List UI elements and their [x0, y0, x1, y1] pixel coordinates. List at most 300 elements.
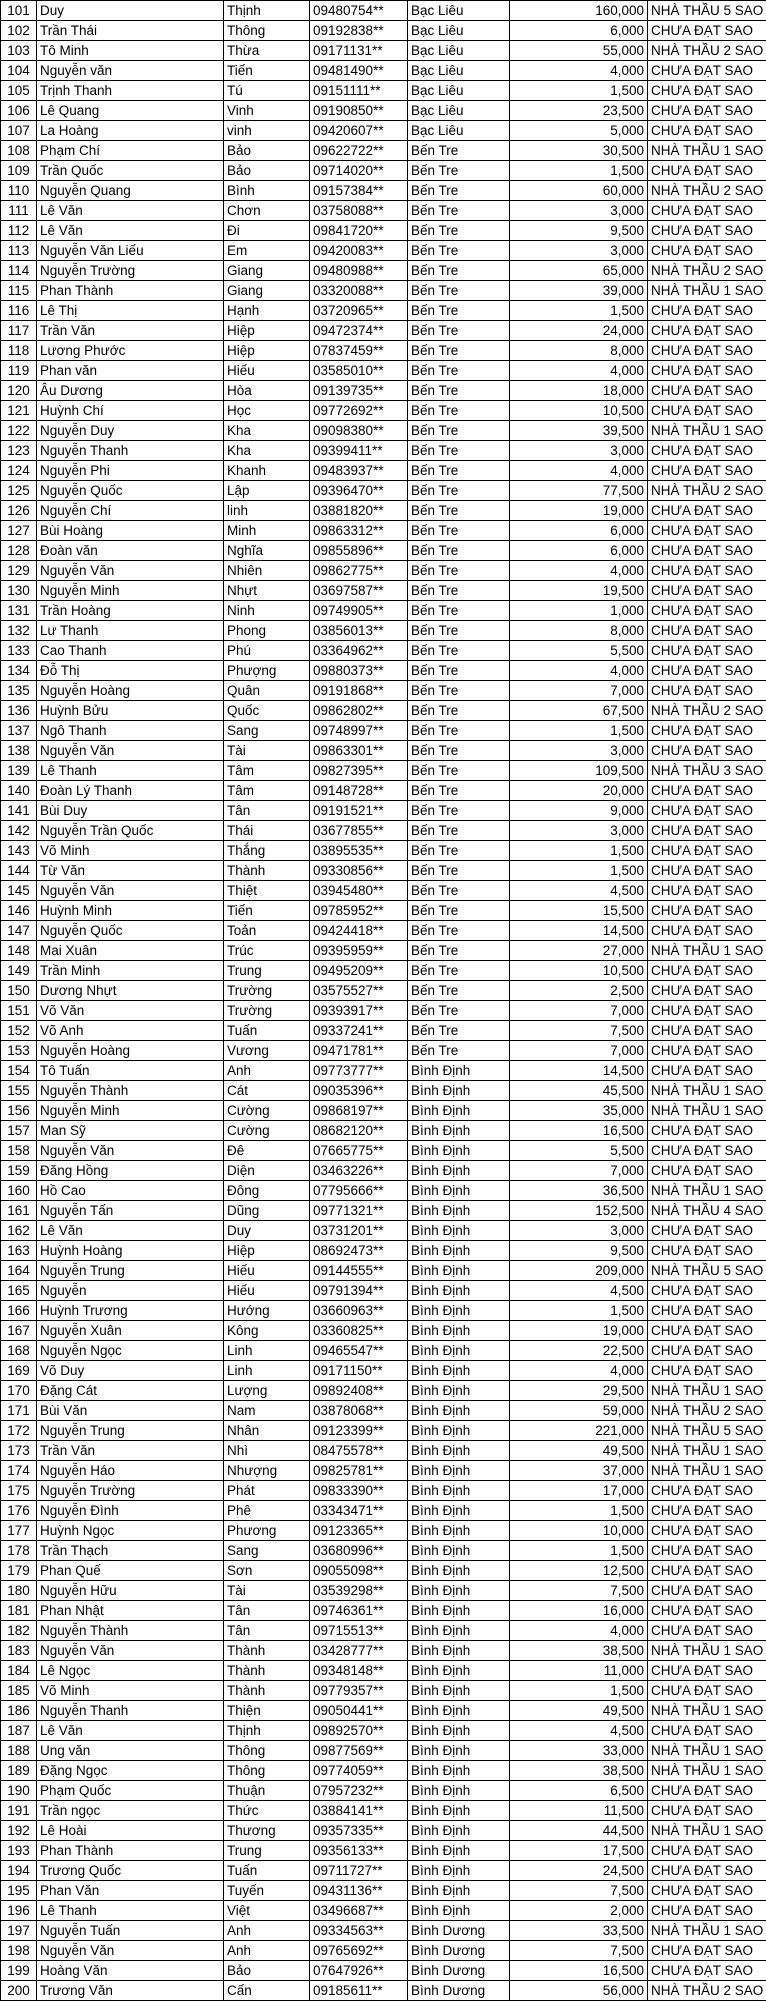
table-row	[1, 1881, 766, 1901]
given-name-cell: Nghĩa	[224, 541, 310, 561]
province-cell: Bạc Liêu	[408, 81, 510, 101]
phone-cell: 03677855**	[310, 821, 408, 841]
row-number: 188	[1, 1741, 37, 1761]
points-cell: 160,000	[510, 1, 648, 21]
row-number: 130	[1, 581, 37, 601]
province-cell: Bến Tre	[408, 521, 510, 541]
given-name-cell: Hiếu	[224, 361, 310, 381]
table-row	[1, 381, 766, 401]
given-name-cell: Cường	[224, 1121, 310, 1141]
table-row	[1, 881, 766, 901]
surname-cell: Huỳnh Trương	[37, 1301, 224, 1321]
row-number: 145	[1, 881, 37, 901]
table-row	[1, 801, 766, 821]
row-number: 115	[1, 281, 37, 301]
phone-cell: 09765692**	[310, 1941, 408, 1961]
rank-cell: CHƯA ĐẠT SAO	[648, 601, 766, 621]
given-name-cell: Hiệp	[224, 321, 310, 341]
row-number: 151	[1, 1001, 37, 1021]
points-cell: 38,500	[510, 1761, 648, 1781]
phone-cell: 09148728**	[310, 781, 408, 801]
surname-cell: Bùi Duy	[37, 801, 224, 821]
province-cell: Bạc Liêu	[408, 41, 510, 61]
surname-cell: Bùi Hoàng	[37, 521, 224, 541]
given-name-cell: Thịnh	[224, 1, 310, 21]
row-number: 191	[1, 1801, 37, 1821]
province-cell: Bến Tre	[408, 461, 510, 481]
phone-cell: 09192838**	[310, 21, 408, 41]
surname-cell: Trịnh Thanh	[37, 81, 224, 101]
rank-cell: NHÀ THẦU 2 SAO	[648, 261, 766, 281]
points-cell: 11,000	[510, 1661, 648, 1681]
province-cell: Bạc Liêu	[408, 1, 510, 21]
row-number: 148	[1, 941, 37, 961]
phone-cell: 09495209**	[310, 961, 408, 981]
rank-cell: CHƯA ĐẠT SAO	[648, 1561, 766, 1581]
rank-cell: NHÀ THẦU 1 SAO	[648, 1081, 766, 1101]
points-cell: 49,500	[510, 1701, 648, 1721]
province-cell: Bình Định	[408, 1601, 510, 1621]
phone-cell: 09714020**	[310, 161, 408, 181]
surname-cell: Duy	[37, 1, 224, 21]
province-cell: Bình Định	[408, 1641, 510, 1661]
given-name-cell: Chơn	[224, 201, 310, 221]
province-cell: Bến Tre	[408, 241, 510, 261]
rank-cell: NHÀ THẦU 1 SAO	[648, 141, 766, 161]
row-number: 159	[1, 1161, 37, 1181]
phone-cell: 09337241**	[310, 1021, 408, 1041]
province-cell: Bình Định	[408, 1621, 510, 1641]
points-cell: 17,500	[510, 1841, 648, 1861]
table-row	[1, 761, 766, 781]
row-number: 101	[1, 1, 37, 21]
phone-cell: 09139735**	[310, 381, 408, 401]
phone-cell: 09483937**	[310, 461, 408, 481]
surname-cell: Man Sỹ	[37, 1121, 224, 1141]
table-row	[1, 961, 766, 981]
phone-cell: 09771321**	[310, 1201, 408, 1221]
province-cell: Bình Định	[408, 1861, 510, 1881]
points-cell: 6,000	[510, 521, 648, 541]
rank-cell: NHÀ THẦU 1 SAO	[648, 1381, 766, 1401]
table-row	[1, 1601, 766, 1621]
row-number: 181	[1, 1601, 37, 1621]
given-name-cell: Giang	[224, 261, 310, 281]
surname-cell: Phan Nhật	[37, 1601, 224, 1621]
row-number: 185	[1, 1681, 37, 1701]
row-number: 152	[1, 1021, 37, 1041]
rank-cell: CHƯA ĐẠT SAO	[648, 881, 766, 901]
row-number: 104	[1, 61, 37, 81]
row-number: 186	[1, 1701, 37, 1721]
surname-cell: Nguyễn Chí	[37, 501, 224, 521]
given-name-cell: Lập	[224, 481, 310, 501]
phone-cell: 03585010**	[310, 361, 408, 381]
given-name-cell: Nhượng	[224, 1461, 310, 1481]
row-number: 158	[1, 1141, 37, 1161]
rank-cell: CHƯA ĐẠT SAO	[648, 741, 766, 761]
row-number: 172	[1, 1421, 37, 1441]
given-name-cell: Quân	[224, 681, 310, 701]
points-cell: 4,000	[510, 661, 648, 681]
province-cell: Bến Tre	[408, 761, 510, 781]
points-cell: 3,000	[510, 1221, 648, 1241]
given-name-cell: Kha	[224, 441, 310, 461]
rank-cell: CHƯA ĐẠT SAO	[648, 121, 766, 141]
province-cell: Bến Tre	[408, 701, 510, 721]
table-row	[1, 1181, 766, 1201]
province-cell: Bến Tre	[408, 641, 510, 661]
row-number: 179	[1, 1561, 37, 1581]
row-number: 105	[1, 81, 37, 101]
given-name-cell: Kông	[224, 1321, 310, 1341]
given-name-cell: Phú	[224, 641, 310, 661]
table-row	[1, 1501, 766, 1521]
province-cell: Bến Tre	[408, 261, 510, 281]
province-cell: Bến Tre	[408, 681, 510, 701]
rank-cell: NHÀ THẦU 5 SAO	[648, 1421, 766, 1441]
given-name-cell: Anh	[224, 1061, 310, 1081]
phone-cell: 09123365**	[310, 1521, 408, 1541]
given-name-cell: Quốc	[224, 701, 310, 721]
points-cell: 1,500	[510, 161, 648, 181]
surname-cell: Trần Văn	[37, 321, 224, 341]
given-name-cell: Thiệt	[224, 881, 310, 901]
phone-cell: 09357335**	[310, 1821, 408, 1841]
given-name-cell: Thịnh	[224, 1721, 310, 1741]
province-cell: Bạc Liêu	[408, 61, 510, 81]
given-name-cell: Học	[224, 401, 310, 421]
phone-cell: 09862775**	[310, 561, 408, 581]
province-cell: Bến Tre	[408, 841, 510, 861]
given-name-cell: Thắng	[224, 841, 310, 861]
row-number: 196	[1, 1901, 37, 1921]
given-name-cell: Phượng	[224, 661, 310, 681]
table-row	[1, 401, 766, 421]
surname-cell: Bùi Văn	[37, 1401, 224, 1421]
table-row	[1, 221, 766, 241]
phone-cell: 03320088**	[310, 281, 408, 301]
province-cell: Bến Tre	[408, 501, 510, 521]
province-cell: Bình Định	[408, 1381, 510, 1401]
given-name-cell: Thái	[224, 821, 310, 841]
phone-cell: 09862802**	[310, 701, 408, 721]
table-row	[1, 641, 766, 661]
surname-cell: Phan Thành	[37, 281, 224, 301]
points-cell: 7,500	[510, 1021, 648, 1041]
table-row	[1, 1141, 766, 1161]
row-number: 137	[1, 721, 37, 741]
points-cell: 3,000	[510, 821, 648, 841]
table-row	[1, 941, 766, 961]
row-number: 194	[1, 1861, 37, 1881]
surname-cell: Nguyễn Trung	[37, 1421, 224, 1441]
points-cell: 4,000	[510, 1361, 648, 1381]
province-cell: Bến Tre	[408, 381, 510, 401]
points-cell: 4,500	[510, 1721, 648, 1741]
given-name-cell: Tài	[224, 741, 310, 761]
given-name-cell: Tuấn	[224, 1021, 310, 1041]
table-row	[1, 521, 766, 541]
table-row	[1, 1941, 766, 1961]
surname-cell: Nguyễn Quốc	[37, 921, 224, 941]
given-name-cell: Phong	[224, 621, 310, 641]
row-number: 132	[1, 621, 37, 641]
table-row	[1, 1861, 766, 1881]
rank-cell: CHƯA ĐẠT SAO	[648, 1801, 766, 1821]
row-number: 125	[1, 481, 37, 501]
row-number: 156	[1, 1101, 37, 1121]
given-name-cell: linh	[224, 501, 310, 521]
given-name-cell: Hiếu	[224, 1261, 310, 1281]
row-number: 110	[1, 181, 37, 201]
given-name-cell: Thương	[224, 1821, 310, 1841]
surname-cell: Nguyễn Văn	[37, 561, 224, 581]
row-number: 154	[1, 1061, 37, 1081]
table-row	[1, 1061, 766, 1081]
surname-cell: Từ Văn	[37, 861, 224, 881]
row-number: 161	[1, 1201, 37, 1221]
points-cell: 1,500	[510, 721, 648, 741]
province-cell: Bình Định	[408, 1101, 510, 1121]
phone-cell: 09190850**	[310, 101, 408, 121]
province-cell: Bình Định	[408, 1141, 510, 1161]
given-name-cell: Vương	[224, 1041, 310, 1061]
surname-cell: Nguyễn Trần Quốc	[37, 821, 224, 841]
phone-cell: 03731201**	[310, 1221, 408, 1241]
table-body	[1, 1, 766, 2001]
province-cell: Bến Tre	[408, 1001, 510, 1021]
given-name-cell: Ninh	[224, 601, 310, 621]
row-number: 119	[1, 361, 37, 381]
table-row	[1, 1921, 766, 1941]
surname-cell: Huỳnh Hoàng	[37, 1241, 224, 1261]
table-row	[1, 741, 766, 761]
rank-cell: CHƯA ĐẠT SAO	[648, 721, 766, 741]
rank-cell: CHƯA ĐẠT SAO	[648, 1861, 766, 1881]
phone-cell: 09833390**	[310, 1481, 408, 1501]
given-name-cell: Tú	[224, 81, 310, 101]
phone-cell: 09472374**	[310, 321, 408, 341]
surname-cell: Trần Thái	[37, 21, 224, 41]
surname-cell: Đăng Hồng	[37, 1161, 224, 1181]
province-cell: Bình Định	[408, 1721, 510, 1741]
table-row	[1, 1021, 766, 1041]
province-cell: Bình Định	[408, 1681, 510, 1701]
phone-cell: 09825781**	[310, 1461, 408, 1481]
points-cell: 1,500	[510, 1681, 648, 1701]
province-cell: Bến Tre	[408, 541, 510, 561]
phone-cell: 03680996**	[310, 1541, 408, 1561]
surname-cell: Lê Thị	[37, 301, 224, 321]
rank-cell: CHƯA ĐẠT SAO	[648, 401, 766, 421]
given-name-cell: Hạnh	[224, 301, 310, 321]
phone-cell: 07837459**	[310, 341, 408, 361]
phone-cell: 09779357**	[310, 1681, 408, 1701]
points-cell: 44,500	[510, 1821, 648, 1841]
rank-cell: CHƯA ĐẠT SAO	[648, 241, 766, 261]
surname-cell: Nguyễn Xuân	[37, 1321, 224, 1341]
table-row	[1, 261, 766, 281]
table-row	[1, 661, 766, 681]
row-number: 141	[1, 801, 37, 821]
points-cell: 19,500	[510, 581, 648, 601]
province-cell: Bình Định	[408, 1421, 510, 1441]
rank-cell: NHÀ THẦU 1 SAO	[648, 421, 766, 441]
given-name-cell: Trường	[224, 1001, 310, 1021]
surname-cell: Nguyễn Văn	[37, 1641, 224, 1661]
province-cell: Bình Dương	[408, 1941, 510, 1961]
phone-cell: 09171131**	[310, 41, 408, 61]
table-row	[1, 121, 766, 141]
table-row	[1, 1301, 766, 1321]
rank-cell: CHƯA ĐẠT SAO	[648, 861, 766, 881]
surname-cell: Lương Phước	[37, 341, 224, 361]
given-name-cell: Bảo	[224, 161, 310, 181]
points-cell: 7,000	[510, 681, 648, 701]
row-number: 167	[1, 1321, 37, 1341]
province-cell: Bến Tre	[408, 421, 510, 441]
surname-cell: Võ Anh	[37, 1021, 224, 1041]
points-cell: 22,500	[510, 1341, 648, 1361]
points-cell: 152,500	[510, 1201, 648, 1221]
rank-cell: CHƯA ĐẠT SAO	[648, 1361, 766, 1381]
rank-cell: NHÀ THẦU 2 SAO	[648, 481, 766, 501]
given-name-cell: Thành	[224, 1661, 310, 1681]
row-number: 192	[1, 1821, 37, 1841]
surname-cell: Lê Thanh	[37, 1901, 224, 1921]
points-cell: 1,500	[510, 1501, 648, 1521]
rank-cell: NHÀ THẦU 2 SAO	[648, 41, 766, 61]
rank-cell: CHƯA ĐẠT SAO	[648, 961, 766, 981]
row-number: 193	[1, 1841, 37, 1861]
surname-cell: Huỳnh Chí	[37, 401, 224, 421]
province-cell: Bến Tre	[408, 721, 510, 741]
phone-cell: 09330856**	[310, 861, 408, 881]
phone-cell: 09855896**	[310, 541, 408, 561]
points-cell: 2,500	[510, 981, 648, 1001]
table-row	[1, 21, 766, 41]
given-name-cell: Hiệp	[224, 341, 310, 361]
province-cell: Bình Định	[408, 1401, 510, 1421]
points-cell: 24,000	[510, 321, 648, 341]
province-cell: Bình Định	[408, 1901, 510, 1921]
table-row	[1, 1481, 766, 1501]
table-row	[1, 1381, 766, 1401]
phone-cell: 09123399**	[310, 1421, 408, 1441]
phone-cell: 09841720**	[310, 221, 408, 241]
points-cell: 45,500	[510, 1081, 648, 1101]
row-number: 139	[1, 761, 37, 781]
given-name-cell: Sang	[224, 1541, 310, 1561]
rank-cell: CHƯA ĐẠT SAO	[648, 1121, 766, 1141]
table-row	[1, 1781, 766, 1801]
table-row	[1, 181, 766, 201]
given-name-cell: Bảo	[224, 1961, 310, 1981]
phone-cell: 09785952**	[310, 901, 408, 921]
surname-cell: Nguyễn Minh	[37, 581, 224, 601]
province-cell: Bình Định	[408, 1221, 510, 1241]
province-cell: Bạc Liêu	[408, 101, 510, 121]
points-cell: 60,000	[510, 181, 648, 201]
row-number: 183	[1, 1641, 37, 1661]
table-row	[1, 341, 766, 361]
phone-cell: 09749905**	[310, 601, 408, 621]
row-number: 198	[1, 1941, 37, 1961]
given-name-cell: Tân	[224, 1621, 310, 1641]
surname-cell: Trần Minh	[37, 961, 224, 981]
rank-cell: CHƯA ĐẠT SAO	[648, 1581, 766, 1601]
rank-cell: CHƯA ĐẠT SAO	[648, 61, 766, 81]
row-number: 118	[1, 341, 37, 361]
phone-cell: 09191521**	[310, 801, 408, 821]
row-number: 184	[1, 1661, 37, 1681]
table-row	[1, 781, 766, 801]
points-cell: 17,000	[510, 1481, 648, 1501]
province-cell: Bến Tre	[408, 961, 510, 981]
province-cell: Bình Định	[408, 1341, 510, 1361]
given-name-cell: Nam	[224, 1401, 310, 1421]
rank-cell: CHƯA ĐẠT SAO	[648, 621, 766, 641]
row-number: 142	[1, 821, 37, 841]
surname-cell: Võ Văn	[37, 1001, 224, 1021]
table-row	[1, 1261, 766, 1281]
province-cell: Bến Tre	[408, 741, 510, 761]
points-cell: 7,500	[510, 1881, 648, 1901]
rank-cell: CHƯA ĐẠT SAO	[648, 1881, 766, 1901]
rank-cell: NHÀ THẦU 2 SAO	[648, 701, 766, 721]
phone-cell: 03881820**	[310, 501, 408, 521]
given-name-cell: Thừa	[224, 41, 310, 61]
points-cell: 9,000	[510, 801, 648, 821]
province-cell: Bình Định	[408, 1781, 510, 1801]
points-cell: 20,000	[510, 781, 648, 801]
province-cell: Bến Tre	[408, 301, 510, 321]
rank-cell: CHƯA ĐẠT SAO	[648, 1661, 766, 1681]
phone-cell: 09773777**	[310, 1061, 408, 1081]
table-row	[1, 1321, 766, 1341]
table-row	[1, 281, 766, 301]
table-row	[1, 1461, 766, 1481]
surname-cell: Nguyễn Văn	[37, 741, 224, 761]
table-row	[1, 1961, 766, 1981]
row-number: 173	[1, 1441, 37, 1461]
phone-cell: 09863312**	[310, 521, 408, 541]
table-row	[1, 1761, 766, 1781]
points-cell: 19,000	[510, 501, 648, 521]
points-cell: 18,000	[510, 381, 648, 401]
points-cell: 29,500	[510, 1381, 648, 1401]
table-row	[1, 1361, 766, 1381]
points-cell: 7,000	[510, 1001, 648, 1021]
rank-cell: CHƯA ĐẠT SAO	[648, 361, 766, 381]
province-cell: Bến Tre	[408, 881, 510, 901]
given-name-cell: Nhựt	[224, 581, 310, 601]
points-cell: 5,000	[510, 121, 648, 141]
points-cell: 3,000	[510, 441, 648, 461]
points-cell: 3,000	[510, 241, 648, 261]
points-cell: 2,000	[510, 1901, 648, 1921]
province-cell: Bình Định	[408, 1801, 510, 1821]
rank-cell: NHÀ THẦU 2 SAO	[648, 181, 766, 201]
rank-cell: CHƯA ĐẠT SAO	[648, 581, 766, 601]
phone-cell: 09774059**	[310, 1761, 408, 1781]
surname-cell: Nguyễn Hoàng	[37, 681, 224, 701]
given-name-cell: Hướng	[224, 1301, 310, 1321]
phone-cell: 08682120**	[310, 1121, 408, 1141]
phone-cell: 03895535**	[310, 841, 408, 861]
given-name-cell: Giang	[224, 281, 310, 301]
